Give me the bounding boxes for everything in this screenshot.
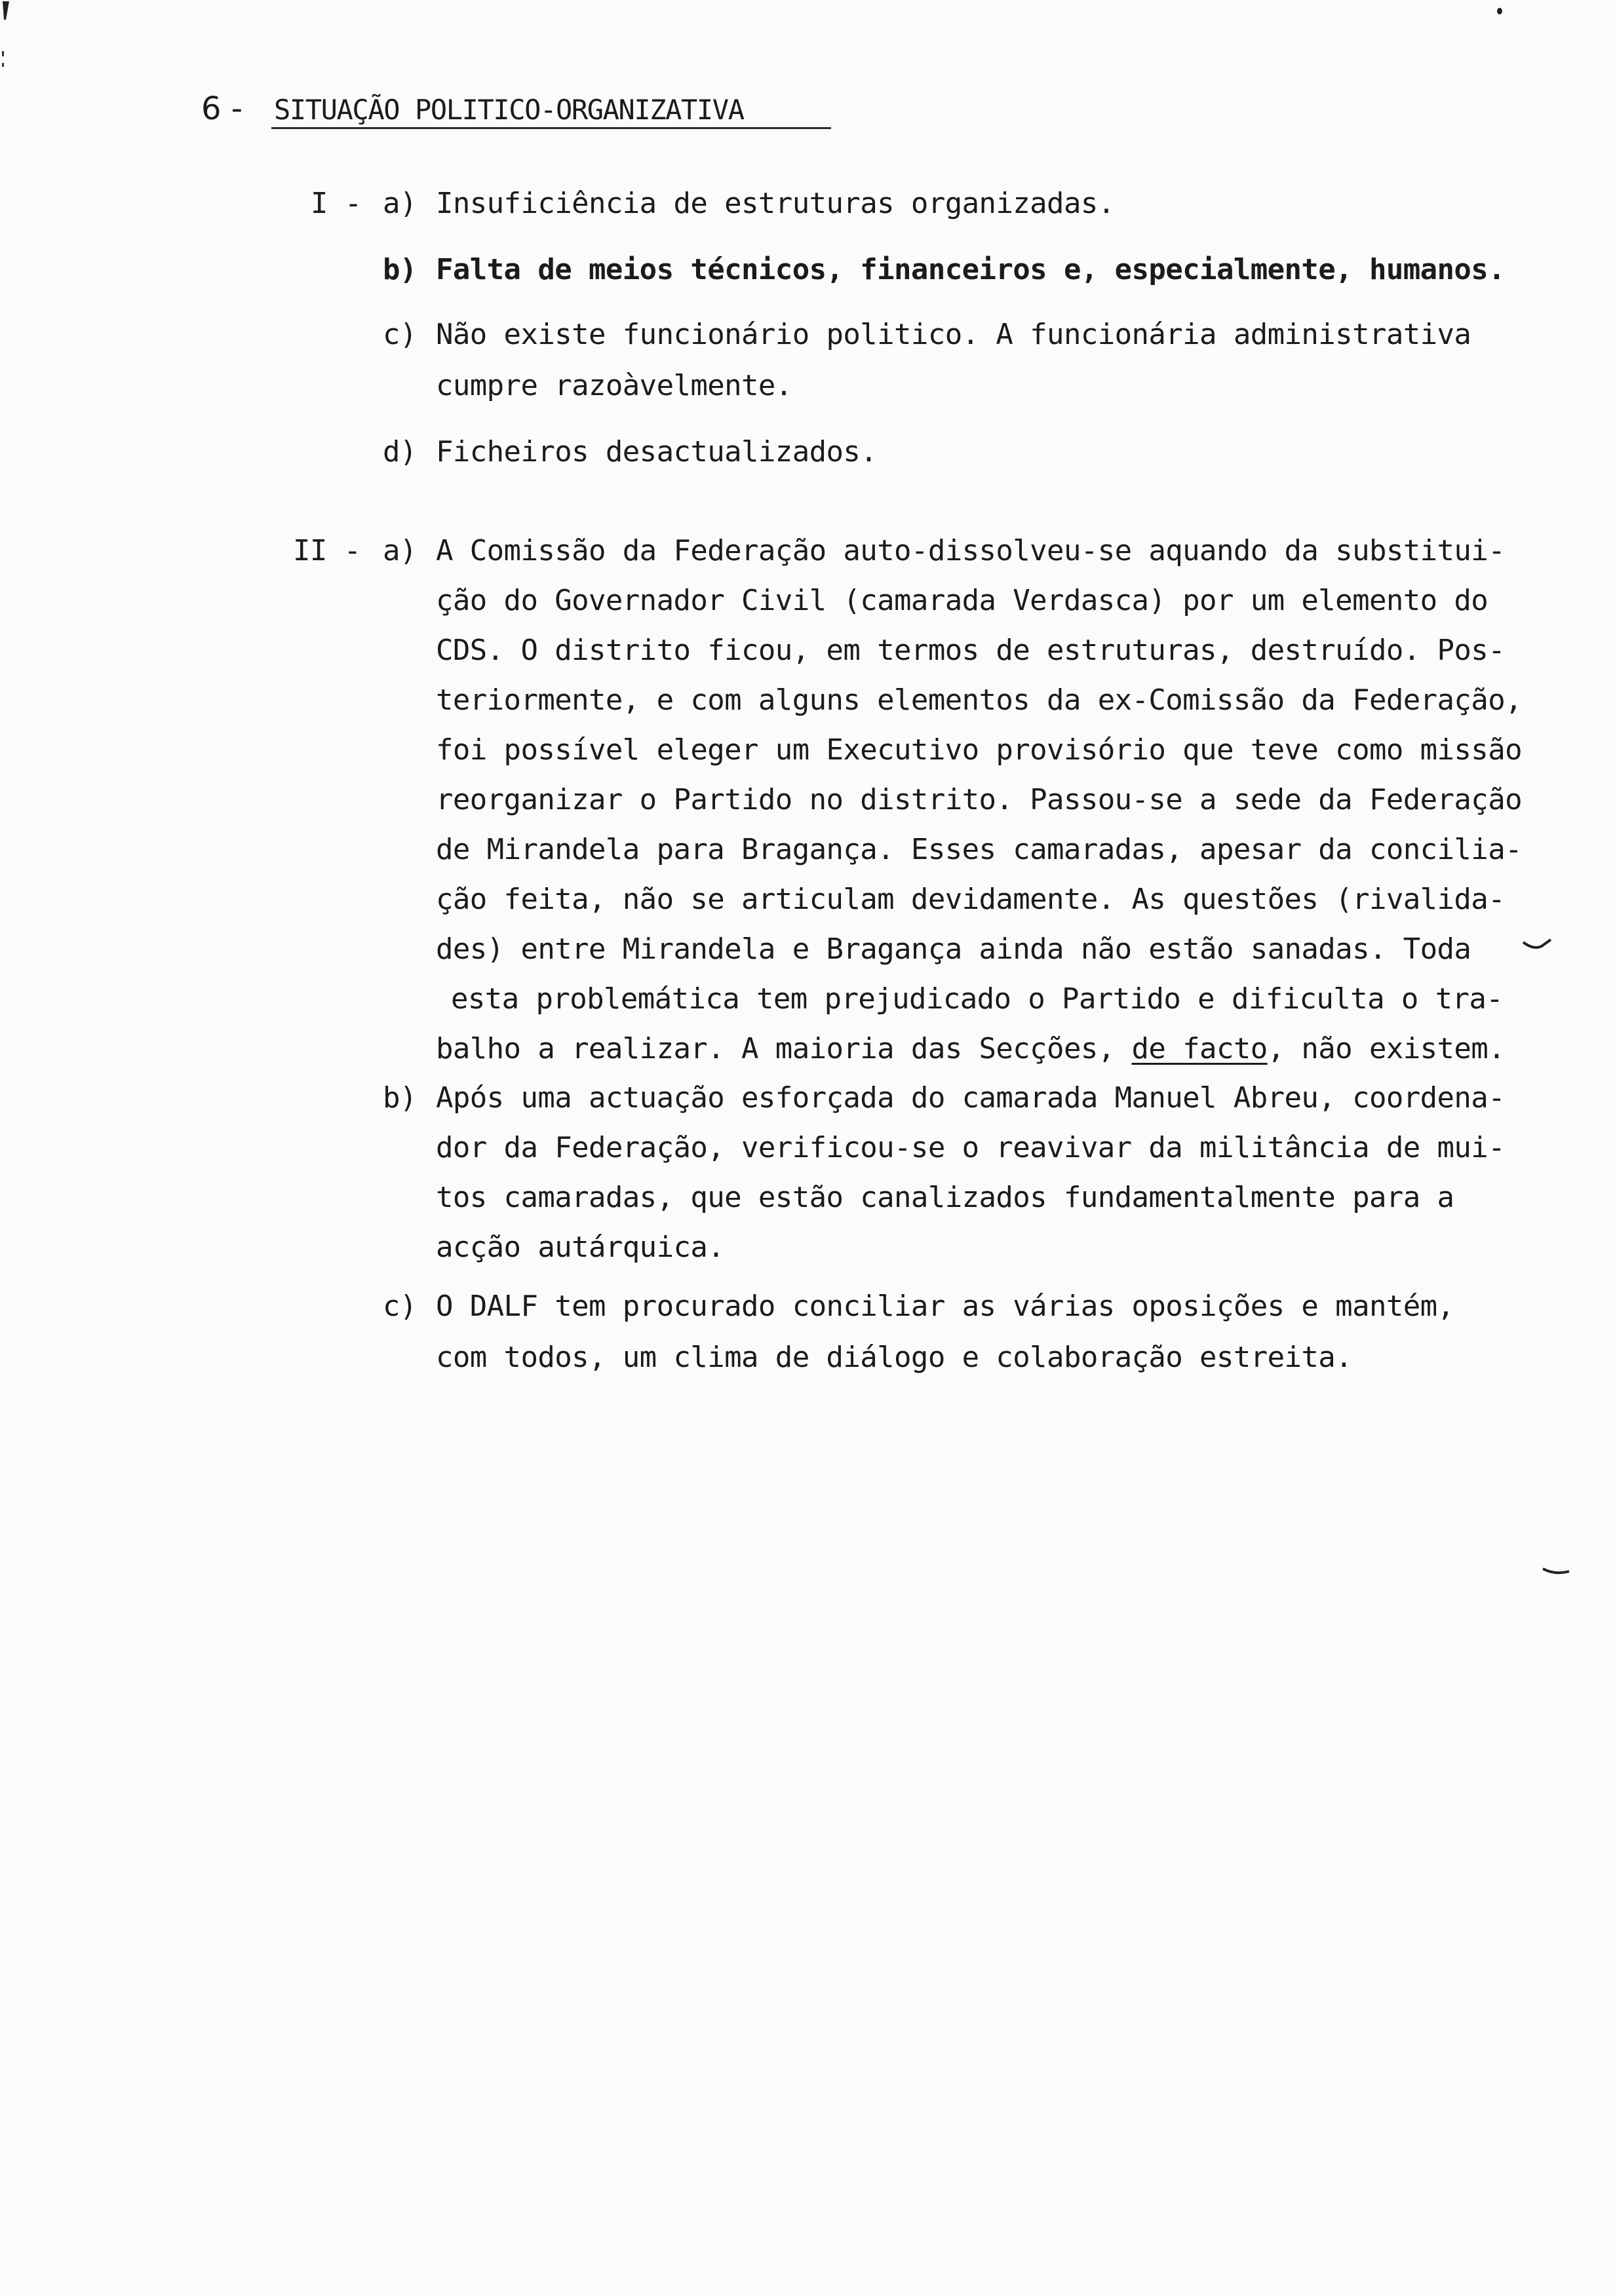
paragraph-line: esta problemática tem prejudicado o Partido e dificulta o tra- [451,982,1504,1016]
section-title-underline [271,127,831,129]
section-number: 6 - [201,90,243,127]
paragraph-line: com todos, um clima de diálogo e colaboração estreita. [436,1341,1353,1374]
paragraph-line: CDS. O distrito ficou, em termos de estruturas, destruído. Pos- [436,634,1506,667]
margin-tick-mark [1522,937,1553,954]
paragraph-line: teriormente, e com alguns elementos da ex-Comissão da Federação, [436,683,1522,717]
paragraph-line: dor da Federação, verificou-se o reavivar da militância de mui- [436,1131,1506,1164]
scan-dot [1496,7,1503,16]
part-two-numeral: II - [293,534,361,567]
margin-tick-mark-lower [1542,1566,1570,1577]
paragraph-line: acção autárquica. [436,1231,725,1264]
item-marker: a) [383,187,417,220]
paragraph-line: ção do Governador Civil (camarada Verdasca) por um elemento do [436,584,1489,617]
line-start: balho a realizar. A maioria das Secções, [436,1032,1132,1065]
paragraph-line: ção feita, não se articulam devidamente. As questões (rivalida- [436,883,1506,916]
paragraph-line: Falta de meios técnicos, financeiros e, especialmente, humanos. [436,253,1506,286]
part-one-numeral: I - [311,187,362,220]
line-end: , não existem. [1267,1032,1506,1065]
paragraph-line: O DALF tem procurado conciliar as várias oposições e mantém, [436,1290,1454,1323]
paragraph-line: A Comissão da Federação auto-dissolveu-se aquando da substitui- [436,534,1506,567]
paragraph-line: Ficheiros desactualizados. [436,435,878,469]
item-marker: b) [383,253,417,286]
paragraph-line-last [436,1032,1506,1065]
paragraph-line: reorganizar o Partido no distrito. Passou-se a sede da Federação [436,783,1522,816]
paragraph-line: de Mirandela para Bragança. Esses camaradas, apesar da concilia- [436,833,1522,866]
paragraph-line: foi possível eleger um Executivo provisório que teve como missão [436,733,1522,767]
item-marker: c) [383,318,417,351]
paragraph-line: Insuficiência de estruturas organizadas. [436,187,1115,220]
underlined-emphasis: de facto [1131,1032,1268,1065]
section-title: SITUAÇÃO POLITICO-ORGANIZATIVA [274,94,744,126]
item-marker: c) [383,1290,417,1323]
paragraph-line: tos camaradas, que estão canalizados fundamentalmente para a [436,1181,1454,1214]
item-marker: d) [383,435,417,469]
scan-mark-corner [0,0,16,72]
item-marker: b) [383,1081,417,1115]
item-marker: a) [383,534,417,567]
paragraph-line: cumpre razoàvelmente. [436,369,792,402]
paragraph-line: des) entre Mirandela e Bragança ainda não estão sanadas. Toda [436,932,1471,966]
paragraph-line: Não existe funcionário politico. A funcionária administrativa [436,318,1471,351]
paragraph-line: Após uma actuação esforçada do camarada Manuel Abreu, coordena- [436,1081,1506,1115]
